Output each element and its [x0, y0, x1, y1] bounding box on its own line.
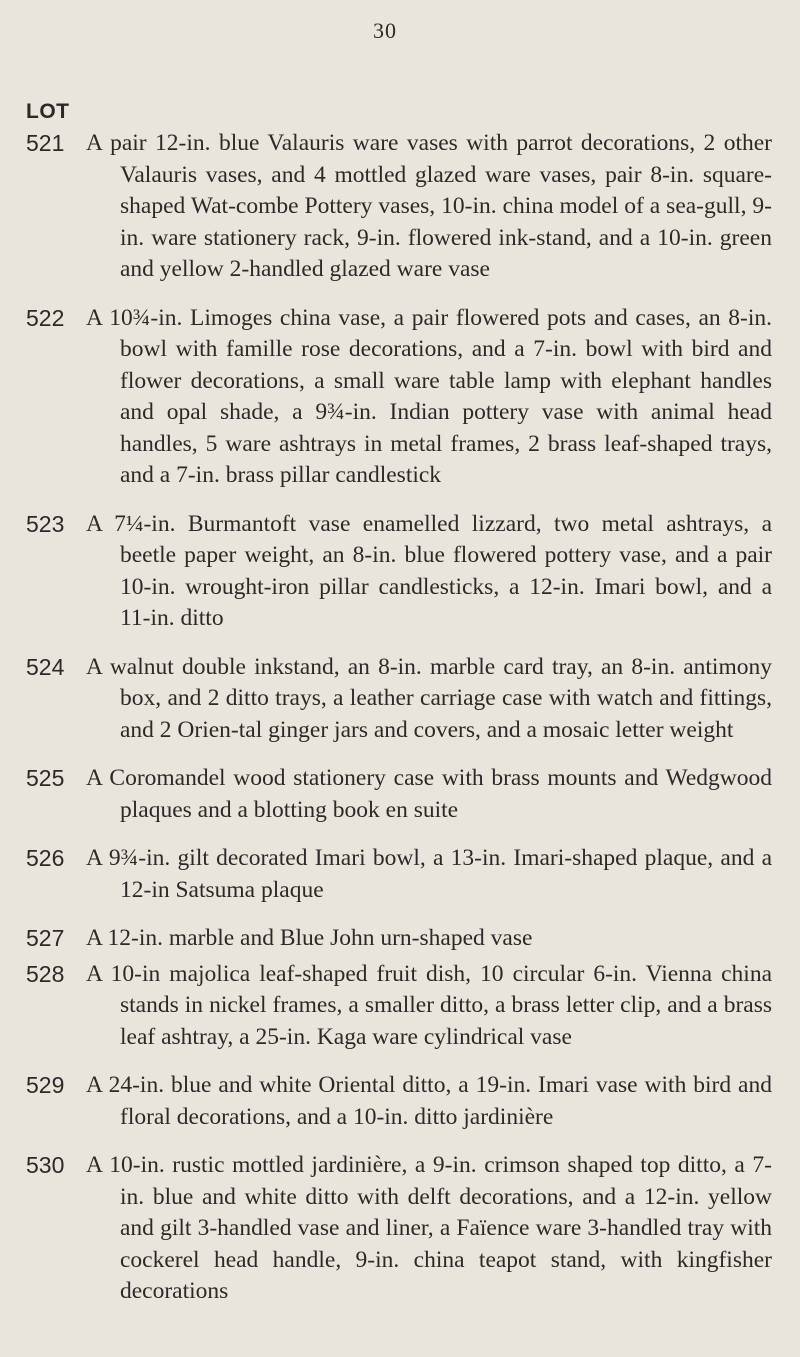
lot-entry [0, 763, 800, 826]
lot-entry [0, 652, 800, 747]
page-number: 30 [373, 18, 397, 43]
lot-number: 528 [26, 960, 65, 987]
lot-entry [0, 128, 800, 286]
lot-description: A 7¼-in. Burmantoft vase enamelled lizzard, two metal ashtrays, a beetle paper weight, an 8-in. blue flowered pottery vase, and a pair 10-in. wrought-iron pillar candlesticks, a 12-in. Imari bowl, and a 11-in. ditto [86, 510, 772, 631]
lot-number: 529 [26, 1072, 65, 1098]
lot-description: A pair 12-in. blue Valauris ware vases with parrot decorations, 2 other Valauris vases, and 4 mottled glazed ware vases, pair 8-in. square-shaped Wat-combe Pottery vases, 10-in. china model of a sea-gull, 9-in. ware stationery rack, 9-in. flowered ink-stand, and a 10-in. green and yellow 2-handled glazed ware vase [86, 130, 772, 282]
lot-number: 527 [26, 925, 65, 951]
lot-description: A Coromandel wood stationery case with brass mounts and Wedgwood plaques and a blotting book en suite [86, 765, 772, 823]
lot-column-header: LOT [26, 100, 70, 123]
lot-entry [0, 1070, 800, 1133]
lot-description: A 12-in. marble and Blue John urn-shaped vase [86, 925, 533, 951]
lot-entry [0, 843, 800, 906]
lot-entry [0, 509, 800, 635]
lot-number: 525 [26, 765, 65, 791]
lot-description: A 9¾-in. gilt decorated Imari bowl, a 13-in. Imari-shaped plaque, and a 12-in Satsuma plaque [86, 845, 772, 903]
lot-entry [0, 303, 800, 492]
lot-description: A 10-in majolica leaf-shaped fruit dish, 10 circular 6-in. Vienna china stands in nickel frames, a smaller ditto, a brass letter clip, and a brass leaf ashtray, a 25-in. Kaga ware cylindrical vase [86, 960, 772, 1050]
lot-number: 530 [26, 1152, 65, 1178]
lot-number: 524 [26, 653, 65, 680]
lot-list [0, 128, 800, 1325]
lot-description: A walnut double inkstand, an 8-in. marble card tray, an 8-in. antimony box, and 2 ditto trays, a leather carriage case with watch and fittings, and 2 Orien-tal ginger jars and covers, and a mosaic letter weight [86, 653, 772, 743]
lot-number: 522 [26, 304, 65, 331]
lot-number: 521 [26, 130, 65, 156]
lot-number: 526 [26, 845, 65, 871]
lot-description: A 24-in. blue and white Oriental ditto, a 19-in. Imari vase with bird and floral decorations, and a 10-in. ditto jardinière [86, 1072, 772, 1130]
lot-description: A 10¾-in. Limoges china vase, a pair flowered pots and cases, an 8-in. bowl with famille rose decorations, and a 7-in. bowl with bird and flower decorations, a small ware table lamp with elephant handles and opal shade, a 9¾-in. Indian pottery vase with animal head handles, 5 ware ashtrays in metal frames, 2 brass leaf-shaped trays, and a 7-in. brass pillar candlestick [86, 304, 772, 488]
lot-number: 523 [26, 510, 65, 537]
lot-description: A 10-in. rustic mottled jardinière, a 9-in. crimson shaped top ditto, a 7-in. blue and white ditto with delft decorations, and a 12-in. yellow and gilt 3-handled vase and liner, a Faïence ware 3-handled tray with cockerel head handle, 9-in. china teapot stand, with kingfisher decorations [86, 1152, 772, 1304]
lot-entry [0, 1150, 800, 1308]
lot-entry [0, 923, 800, 955]
lot-entry [0, 959, 800, 1054]
